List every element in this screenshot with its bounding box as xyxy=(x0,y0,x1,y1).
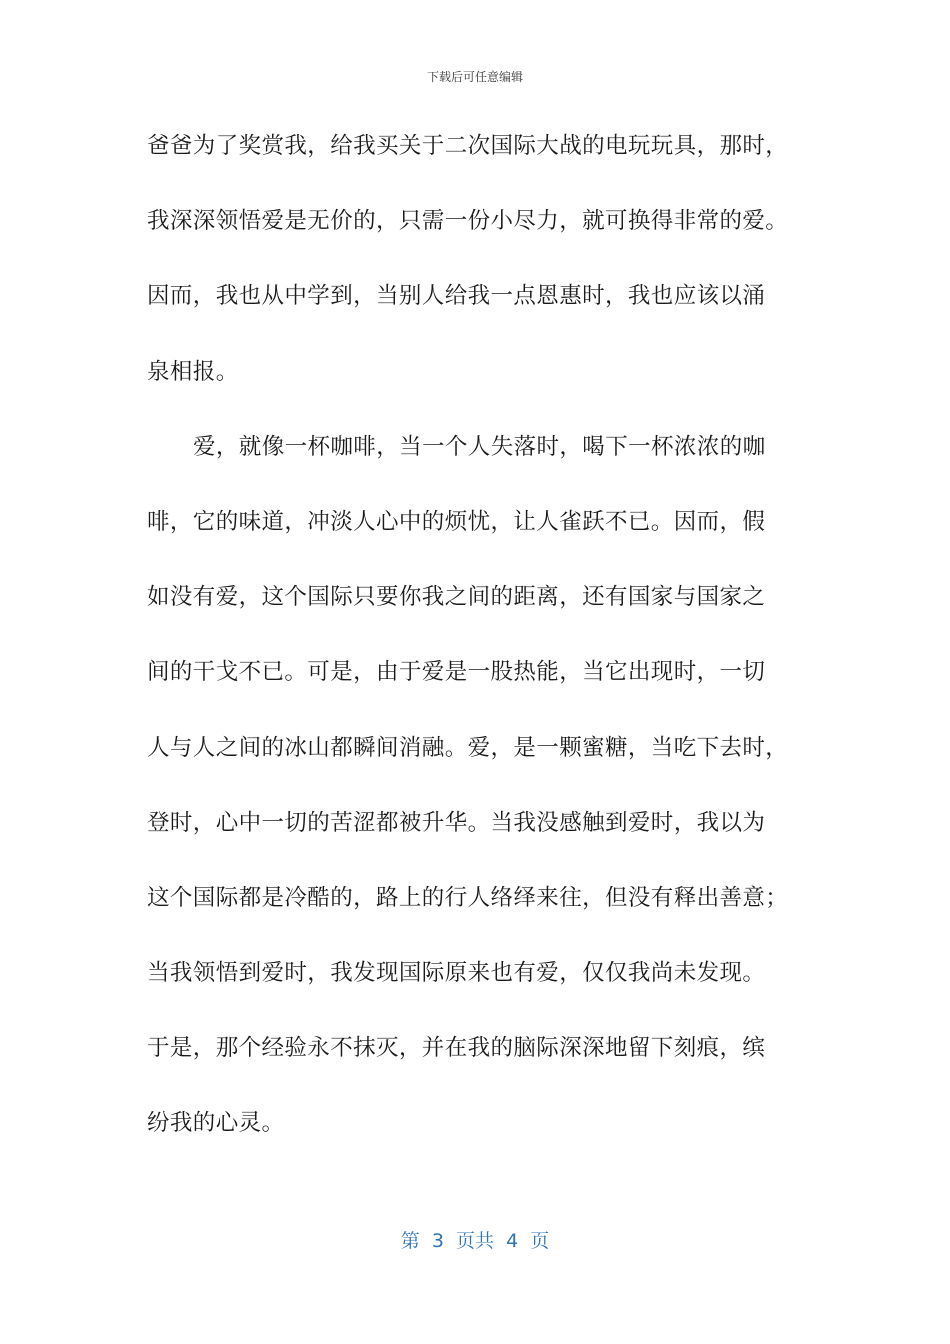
text-line: 泉相报。 xyxy=(147,358,239,385)
text-line: 因而，我也从中学到，当别人给我一点恩惠时，我也应该以涌 xyxy=(147,283,766,310)
text-line: 如没有爱，这个国际只要你我之间的距离，还有国家与国家之 xyxy=(147,584,766,611)
text-line: 这个国际都是冷酷的，路上的行人络绎来往，但没有释出善意； xyxy=(147,884,789,911)
text-line: 爱，就像一杯咖啡，当一个人失落时，喝下一杯浓浓的咖 xyxy=(193,433,766,460)
text-line: 当我领悟到爱时，我发现国际原来也有爱，仅仅我尚未发现。 xyxy=(147,960,766,987)
text-line: 我深深领悟爱是无价的，只需一份小尽力，就可换得非常的爱。 xyxy=(147,208,789,235)
text-line: 爸爸为了奖赏我，给我买关于二次国际大战的电玩玩具，那时， xyxy=(147,133,789,159)
text-line: 啡，它的味道，冲淡人心中的烦忧，让人雀跃不已。因而，假 xyxy=(147,508,766,535)
page-number-footer: 第 3 页共 4 页 xyxy=(400,1230,550,1252)
paragraph-2 xyxy=(147,427,807,1179)
text-line: 登时，心中一切的苦涩都被升华。当我没感触到爱时，我以为 xyxy=(147,809,766,836)
text-line: 间的干戈不已。可是，由于爱是一股热能，当它出现时，一切 xyxy=(147,659,766,686)
text-line: 纷我的心灵。 xyxy=(147,1110,285,1137)
text-line: 人与人之间的冰山都瞬间消融。爱，是一颗蜜糖，当吃下去时， xyxy=(147,734,789,761)
body-text xyxy=(147,126,807,1179)
header-note: 下载后可任意编辑 xyxy=(426,70,523,84)
paragraph-1 xyxy=(147,126,807,427)
text-line: 于是，那个经验永不抹灭，并在我的脑际深深地留下刻痕，缤 xyxy=(147,1035,766,1062)
